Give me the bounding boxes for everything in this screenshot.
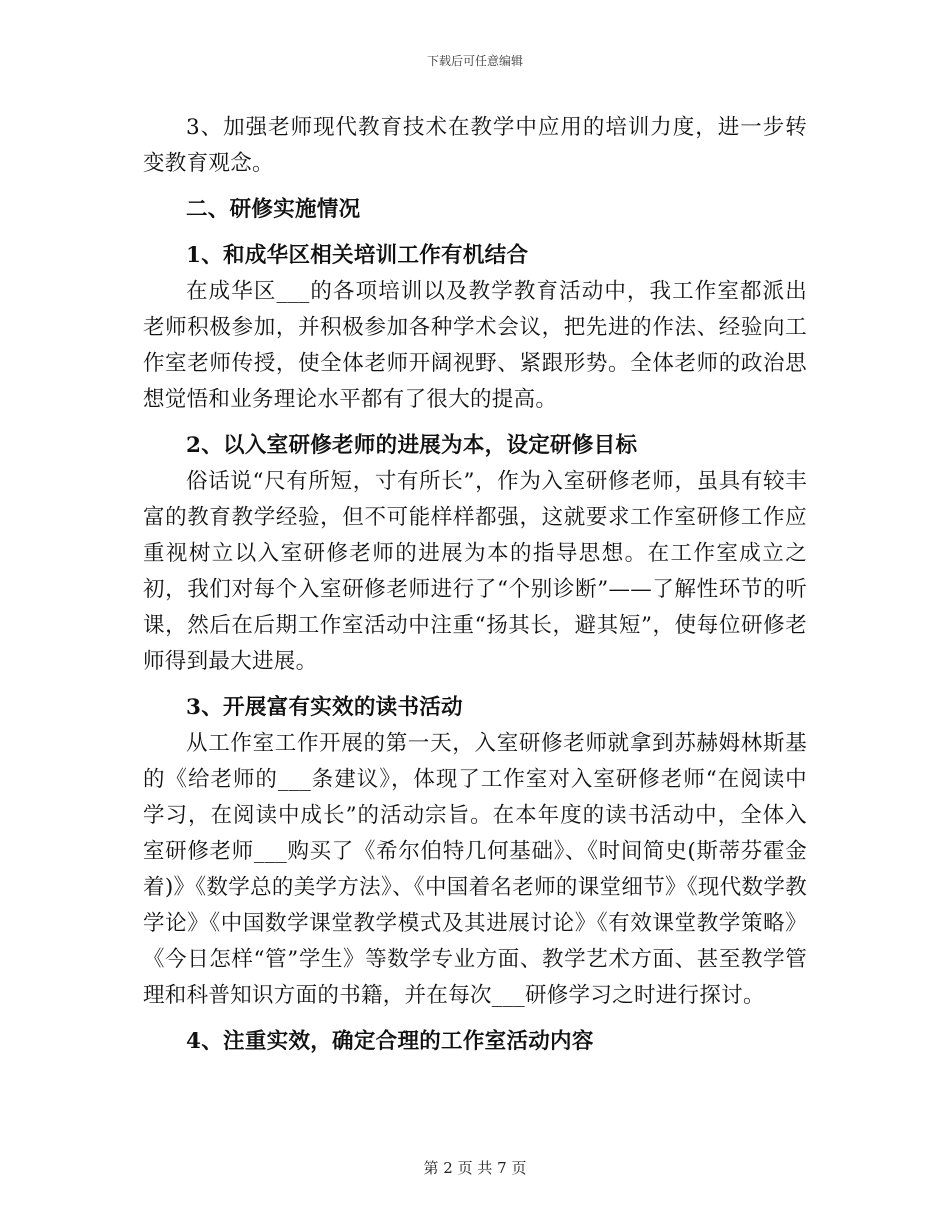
page-number: 第 2 页 共 7 页: [423, 1159, 527, 1177]
paragraph-reading-activity: 从工作室工作开展的第一天，入室研修老师就拿到苏赫姆林斯基的《给老师的___条建议》，体现了工作室对入室研修老师“在阅读中学习，在阅读中成长”的活动宗旨。在本年度的读书活动中，全体入室研修老师___购买了《希尔伯特几何基础》、《时间简史(斯蒂芬霍金着)》《数学总的美学方法》、《中国着名老师的课堂细节》《现代数学教学论》《中国数学课堂教学模式及其进展讨论》《有效课堂教学策略》《今日怎样“管”学生》等数学专业方面、教学艺术方面、甚至教学管理和科普知识方面的书籍，并在每次___研修学习之时进行探讨。: [143, 731, 807, 1008]
subheading-2: 2、以入室研修老师的进展为本，设定研修目标: [186, 433, 638, 458]
spacer: [143, 228, 807, 238]
paragraph-training-item-3: 3、加强老师现代教育技术在教学中应用的培训力度，进一步转变教育观念。: [143, 115, 807, 176]
spacer: [143, 680, 807, 690]
spacer: [143, 182, 807, 192]
subheading-1: 1、和成华区相关培训工作有机结合: [186, 243, 529, 268]
paragraph-research-goals: 俗话说“尺有所短，寸有所长”，作为入室研修老师，虽具有较丰富的教育教学经验，但不可能样样都强，这就要求工作室研修工作应重视树立以入室研修老师的进展为本的指导思想。在工作室成立之初，我们对每个入室研修老师进行了“个别诊断”——了解性环节的听课，然后在后期工作室活动中注重“扬其长，避其短”，使每位研修老师得到最大进展。: [143, 469, 807, 674]
paragraph-district-training: 在成华区___的各项培训以及教学教育活动中，我工作室都派出老师积极参加，并积极参加各种学术会议，把先进的作法、经验向工作室老师传授，使全体老师开阔视野、紧跟形势。全体老师的政治思想觉悟和业务理论水平都有了很大的提高。: [143, 279, 807, 412]
section-heading-implementation: 二、研修实施情况: [186, 197, 361, 222]
subheading-3: 3、开展富有实效的读书活动: [186, 695, 463, 720]
document-body: [143, 110, 807, 1060]
spacer: [143, 418, 807, 428]
spacer: [143, 1014, 807, 1024]
page-header: 下载后可任意编辑: [426, 54, 523, 68]
subheading-4: 4、注重实效，确定合理的工作室活动内容: [186, 1029, 594, 1054]
